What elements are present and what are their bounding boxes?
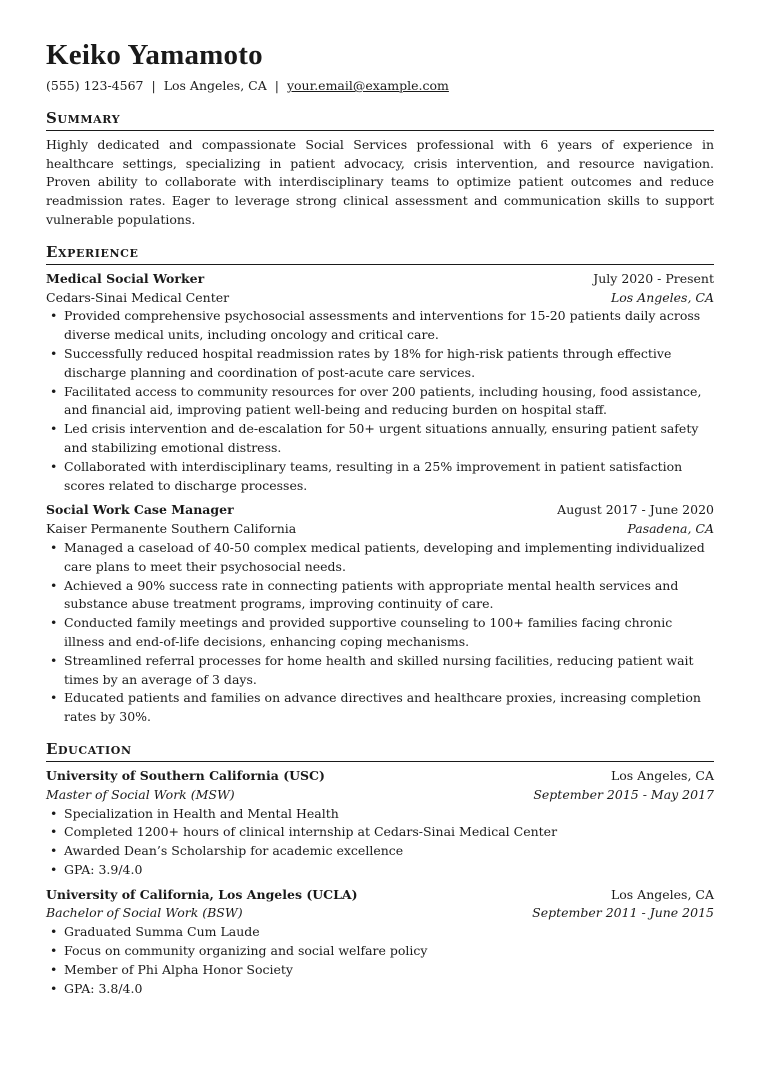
job-location: Pasadena, CA [627,521,714,537]
education-entry [46,767,714,880]
job-bullets [46,307,714,495]
job-header-row [46,501,714,520]
bullet-item: • Specialization in Health and Mental Health [46,805,714,824]
job-entry [46,501,714,727]
job-company: Cedars-Sinai Medical Center [46,289,230,305]
bullet-item: • Collaborated with interdisciplinary teams, resulting in a 25% improvement in patient satisfaction scores related to discharge processes. [46,458,714,496]
job-bullets [46,539,714,727]
section-title-summary: Summary [46,108,714,131]
school-location: Los Angeles, CA [610,886,714,902]
job-role: Medical Social Worker [46,270,205,286]
bullet-item: • Educated patients and families on advance directives and healthcare proxies, increasing completion rates by 30%. [46,689,714,727]
bullet-item: • Member of Phi Alpha Honor Society [46,961,714,980]
degree-dates: September 2015 - May 2017 [533,786,714,802]
bullet-item: • Focus on community organizing and social welfare policy [46,942,714,961]
bullet-item: • Completed 1200+ hours of clinical internship at Cedars-Sinai Medical Center [46,823,714,842]
bullet-item: • Achieved a 90% success rate in connecting patients with appropriate mental health services and substance abuse treatment programs, improving continuity of care. [46,577,714,615]
summary-text: Highly dedicated and compassionate Social Services professional with 6 years of experience in healthcare settings, specializing in patient advocacy, crisis intervention, and resource navigation. Proven ability to collaborate with interdisciplinary teams to optimize patient outcomes and reduce readmission rates. Eager to leverage strong clinical assessment and communication skills to support vulnerable populations. [46,136,714,227]
phone-number: (555) 123-4567 [46,78,144,93]
email-link[interactable]: your.email@example.com [286,78,449,93]
school-name: University of California, Los Angeles (UCLA) [46,886,358,902]
bullet-item: • Provided comprehensive psychosocial assessments and interventions for 15-20 patients daily across diverse medical units, including oncology and critical care. [46,307,714,345]
bullet-item: • Streamlined referral processes for home health and skilled nursing facilities, reducing patient wait times by an average of 3 days. [46,652,714,690]
bullet-item: • Managed a caseload of 40-50 complex medical patients, developing and implementing individualized care plans to meet their psychosocial needs. [46,539,714,577]
bullet-item: • Conducted family meetings and provided supportive counseling to 100+ families facing chronic illness and end-of-life decisions, enhancing coping mechanisms. [46,614,714,652]
job-header-row [46,270,714,289]
contact-line [46,77,714,96]
contact-separator: | [274,78,279,93]
degree-dates: September 2011 - June 2015 [532,905,714,921]
job-company: Kaiser Permanente Southern California [46,521,297,537]
job-subheader-row [46,520,714,539]
education-entry [46,886,714,999]
candidate-name: Keiko Yamamoto [46,39,263,71]
job-location: Los Angeles, CA [610,289,714,305]
degree-name: Master of Social Work (MSW) [46,786,235,802]
bullet-item: • GPA: 3.8/4.0 [46,980,714,999]
education-subheader-row [46,904,714,923]
job-dates: August 2017 - June 2020 [557,502,714,518]
education-subheader-row [46,786,714,805]
bullet-item: • Facilitated access to community resources for over 200 patients, including housing, food assistance, and financial aid, improving patient well-being and reducing burden on hospital staff. [46,383,714,421]
bullet-item: • Led crisis intervention and de-escalation for 50+ urgent situations annually, ensuring patient safety and stabilizing emotional distress. [46,420,714,458]
section-title-education: Education [46,739,714,762]
degree-name: Bachelor of Social Work (BSW) [46,905,243,921]
education-header-row [46,886,714,905]
bullet-item: • GPA: 3.9/4.0 [46,861,714,880]
job-role: Social Work Case Manager [46,502,234,518]
education-header-row [46,767,714,786]
education-bullets [46,923,714,998]
job-dates: July 2020 - Present [593,270,714,286]
school-name: University of Southern California (USC) [46,767,325,783]
section-title-experience: Experience [46,242,714,265]
contact-separator: | [151,78,156,93]
location: Los Angeles, CA [163,78,267,93]
job-subheader-row [46,289,714,308]
bullet-item: • Graduated Summa Cum Laude [46,923,714,942]
job-entry [46,270,714,496]
school-location: Los Angeles, CA [610,767,714,783]
bullet-item: • Successfully reduced hospital readmission rates by 18% for high-risk patients through effective discharge planning and coordination of post-acute care services. [46,345,714,383]
bullet-item: • Awarded Dean’s Scholarship for academic excellence [46,842,714,861]
education-bullets [46,805,714,880]
